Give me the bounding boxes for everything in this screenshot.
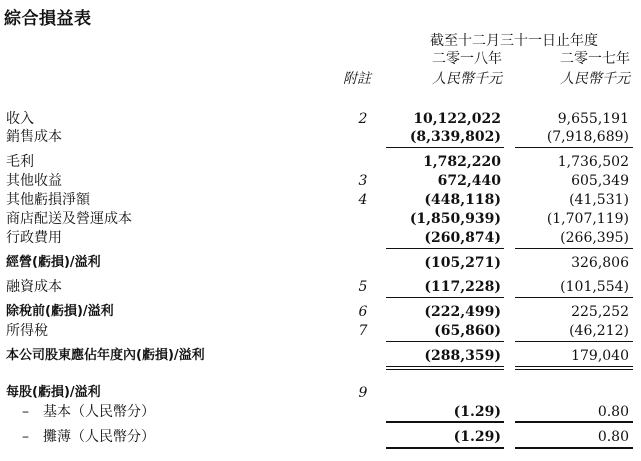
value-2018: (288,359): [424, 348, 501, 364]
row-note: 2: [358, 111, 368, 127]
row-label: 其他收益: [6, 173, 62, 189]
value-2017: 605,349: [571, 173, 629, 189]
value-2017: (7,918,689): [546, 129, 629, 145]
row-label: 本公司股東應佔年度內(虧損)/溢利: [6, 348, 205, 363]
row-label: 收入: [6, 111, 34, 127]
note-column-heading: 附註: [343, 71, 371, 87]
row-label: 其他虧損淨額: [6, 192, 90, 208]
value-2018: (8,339,802): [409, 129, 501, 145]
period-heading: 截至十二月三十一日止年度: [430, 33, 598, 49]
value-2018: (117,228): [424, 279, 501, 295]
subtotal-rule: [515, 341, 633, 342]
row-note: 5: [358, 279, 368, 295]
row-label: – 攤薄（人民幣分）: [22, 429, 155, 445]
subtotal-rule: [386, 297, 504, 298]
statement-title: 綜合損益表: [4, 9, 92, 29]
value-2018: 1,782,220: [423, 154, 501, 170]
row-note: 3: [358, 173, 368, 189]
table-row: [0, 428, 641, 446]
total-rule: [515, 421, 633, 423]
value-2017: (46,212): [569, 323, 629, 339]
currency-2018-heading: 人民幣千元: [432, 71, 502, 87]
value-2017: 1,736,502: [557, 154, 629, 170]
value-2017: 225,252: [571, 304, 629, 320]
value-2018: 10,122,022: [413, 111, 501, 127]
table-row: [0, 322, 641, 340]
total-rule: [386, 447, 504, 449]
table-row: [0, 254, 641, 272]
row-label: – 基本（人民幣分）: [22, 404, 155, 420]
value-2018: 672,440: [437, 173, 501, 189]
total-rule: [515, 366, 633, 367]
table-row: [0, 303, 641, 321]
total-rule: [386, 421, 504, 423]
row-label: 商店配送及營運成本: [6, 211, 132, 227]
subtotal-rule: [515, 147, 633, 148]
table-row: [0, 191, 641, 209]
subtotal-rule: [386, 147, 504, 148]
total-rule: [515, 369, 633, 370]
value-2018: (448,118): [424, 192, 501, 208]
row-label: 毛利: [6, 154, 34, 170]
year-2018-heading: 二零一八年: [432, 51, 502, 67]
total-rule: [515, 447, 633, 449]
table-row: [0, 229, 641, 247]
row-label: 行政費用: [6, 230, 62, 246]
value-2018: (65,860): [434, 323, 501, 339]
value-2017: (266,395): [560, 230, 629, 246]
row-note: 4: [358, 192, 368, 208]
table-row: [0, 403, 641, 421]
subtotal-rule: [386, 248, 504, 249]
value-2018: (1,850,939): [409, 211, 501, 227]
value-2017: (1,707,119): [546, 211, 629, 227]
table-row: [0, 278, 641, 296]
row-label: 除稅前(虧損)/溢利: [6, 304, 114, 319]
row-note: 6: [358, 304, 368, 320]
value-2017: 179,040: [571, 348, 629, 364]
row-label: 經營(虧損)/溢利: [6, 255, 101, 270]
year-2017-heading: 二零一七年: [560, 51, 630, 67]
value-2018: (1.29): [453, 404, 501, 420]
value-2018: (1.29): [453, 429, 501, 445]
value-2017: (101,554): [560, 279, 629, 295]
row-label: 銷售成本: [6, 129, 62, 145]
subtotal-rule: [386, 341, 504, 342]
row-note: 9: [358, 385, 368, 401]
total-rule: [386, 369, 504, 370]
total-rule: [386, 366, 504, 367]
table-row: [0, 153, 641, 171]
value-2017: (41,531): [569, 192, 629, 208]
value-2017: 9,655,191: [557, 111, 629, 127]
table-row: [0, 110, 641, 128]
currency-2017-heading: 人民幣千元: [560, 71, 630, 87]
value-2018: (222,499): [424, 304, 501, 320]
subtotal-rule: [515, 248, 633, 249]
table-row: [0, 128, 641, 146]
value-2018: (260,874): [424, 230, 501, 246]
table-row: [0, 384, 641, 402]
row-label: 每股(虧損)/溢利: [6, 385, 101, 400]
subtotal-rule: [515, 297, 633, 298]
value-2017: 0.80: [597, 429, 629, 445]
table-row: [0, 347, 641, 365]
row-label: 融資成本: [6, 279, 62, 295]
table-row: [0, 172, 641, 190]
row-note: 7: [358, 323, 368, 339]
value-2018: (105,271): [424, 255, 501, 271]
value-2017: 0.80: [597, 404, 629, 420]
table-row: [0, 210, 641, 228]
value-2017: 326,806: [571, 255, 629, 271]
row-label: 所得稅: [6, 323, 48, 339]
